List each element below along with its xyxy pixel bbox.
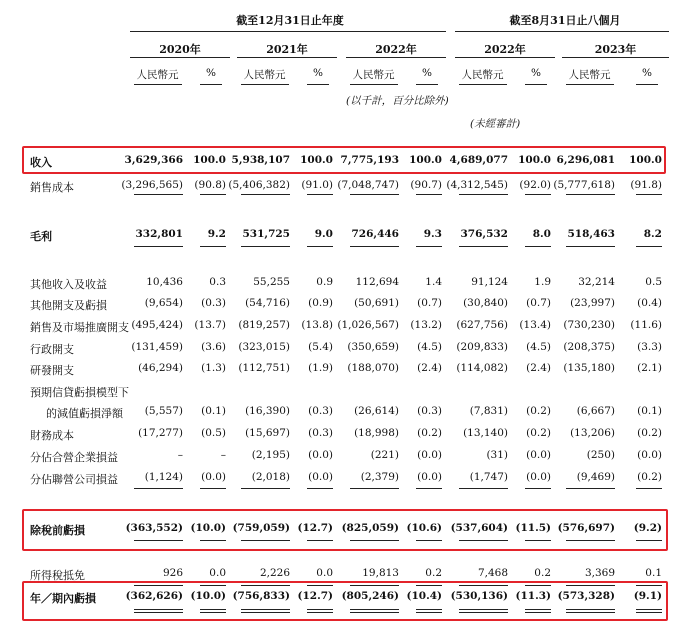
amount-cell: (30,840) — [463, 297, 508, 309]
table-row — [0, 427, 700, 445]
percent-cell: 1.9 — [534, 276, 551, 288]
table-row — [0, 522, 700, 540]
amount-cell: (1,026,567) — [337, 319, 399, 331]
amount-cell: 531,725 — [242, 228, 290, 240]
amount-cell: (3,296,565) — [121, 179, 183, 191]
amount-cell: (825,059) — [341, 522, 399, 534]
amount-cell: 7,775,193 — [340, 154, 399, 166]
sum-rule — [416, 540, 442, 541]
row-label: 預期信貸虧損模型下 — [30, 386, 129, 399]
sum-rule — [525, 246, 551, 247]
sum-rule — [525, 540, 551, 541]
amount-cell: 19,813 — [362, 567, 399, 579]
sum-rule — [525, 585, 551, 586]
table-row — [0, 471, 700, 489]
percent-cell: (0.1) — [201, 405, 226, 417]
percent-cell: (10.0) — [190, 522, 226, 534]
percent-cell: (0.0) — [417, 471, 442, 483]
amount-cell: 376,532 — [460, 228, 508, 240]
sum-rule — [636, 488, 662, 489]
amount-cell: (759,059) — [232, 522, 290, 534]
double-rule — [350, 609, 399, 610]
percent-cell: 100.0 — [193, 154, 226, 166]
table-row — [0, 154, 700, 172]
table-row — [0, 297, 700, 315]
percent-cell: (10.6) — [406, 522, 442, 534]
currency-header: 人民幣元 — [243, 69, 286, 81]
sub-rule — [525, 84, 547, 85]
sum-rule — [241, 540, 290, 541]
amount-cell: (495,424) — [131, 319, 183, 331]
percent-cell: (0.2) — [526, 405, 551, 417]
row-label: 其他開支及虧損 — [30, 299, 107, 312]
amount-cell: (131,459) — [131, 341, 183, 353]
percent-cell: (1.3) — [201, 362, 226, 374]
amount-cell: (250) — [586, 449, 615, 461]
amount-cell: 726,446 — [351, 228, 399, 240]
amount-cell: (13,140) — [463, 427, 508, 439]
amount-cell: 32,214 — [578, 276, 615, 288]
sum-rule — [525, 194, 551, 195]
percent-cell: (11.3) — [515, 590, 551, 602]
sum-rule — [241, 194, 290, 195]
sum-rule — [134, 540, 183, 541]
sub-rule — [636, 84, 658, 85]
row-label: 收入 — [30, 156, 52, 169]
percent-cell: 100.0 — [409, 154, 442, 166]
percent-header: % — [531, 67, 541, 79]
sum-rule — [134, 246, 183, 247]
row-label: 銷售成本 — [30, 181, 74, 194]
amount-cell: (627,756) — [456, 319, 508, 331]
amount-cell: (208,375) — [563, 341, 615, 353]
percent-cell: (13.8) — [301, 319, 333, 331]
amount-cell: (9,469) — [576, 471, 615, 483]
amount-cell: (819,257) — [238, 319, 290, 331]
amount-cell: (13,206) — [570, 427, 615, 439]
sum-rule — [566, 585, 615, 586]
currency-header: 人民幣元 — [568, 69, 611, 81]
percent-cell: (0.2) — [637, 471, 662, 483]
percent-cell: (0.1) — [637, 405, 662, 417]
percent-cell: 100.0 — [518, 154, 551, 166]
percent-cell: (0.3) — [417, 405, 442, 417]
amount-cell: (576,697) — [557, 522, 615, 534]
percent-cell: (12.7) — [297, 522, 333, 534]
table-row — [0, 276, 700, 294]
amount-cell: (805,246) — [341, 590, 399, 602]
sum-rule — [307, 194, 333, 195]
percent-cell: (90.7) — [410, 179, 442, 191]
sum-rule — [459, 194, 508, 195]
sum-rule — [459, 540, 508, 541]
amount-cell: (46,294) — [138, 362, 183, 374]
sub-rule — [566, 84, 614, 85]
percent-cell: 8.0 — [532, 228, 551, 240]
sum-rule — [134, 488, 183, 489]
amount-cell: 6,296,081 — [556, 154, 615, 166]
row-label: 財務成本 — [30, 429, 74, 442]
table-row — [0, 228, 700, 246]
sum-rule — [566, 246, 615, 247]
double-rule — [636, 609, 662, 610]
sub-rule — [307, 84, 329, 85]
amount-cell: (756,833) — [232, 590, 290, 602]
amount-cell: (537,604) — [450, 522, 508, 534]
amount-cell: (7,831) — [469, 405, 508, 417]
percent-cell: 0.2 — [425, 567, 442, 579]
percent-cell: (10.4) — [406, 590, 442, 602]
row-label: 其他收入及收益 — [30, 278, 107, 291]
amount-cell: (1,124) — [144, 471, 183, 483]
year-header-2021: 2021年 — [266, 43, 308, 56]
sub-rule — [459, 84, 507, 85]
percent-cell: (0.0) — [308, 449, 333, 461]
percent-cell: (0.0) — [526, 471, 551, 483]
percent-cell: (4.5) — [417, 341, 442, 353]
percent-cell: (0.7) — [417, 297, 442, 309]
amount-cell: (573,328) — [557, 590, 615, 602]
sum-rule — [566, 488, 615, 489]
currency-header: 人民幣元 — [461, 69, 504, 81]
percent-cell: (2.4) — [417, 362, 442, 374]
sum-rule — [459, 246, 508, 247]
amount-cell: 4,689,077 — [449, 154, 508, 166]
percent-header: % — [422, 67, 432, 79]
year-rule — [130, 57, 230, 58]
amount-cell: (15,697) — [245, 427, 290, 439]
sum-rule — [416, 585, 442, 586]
amount-cell: (54,716) — [245, 297, 290, 309]
percent-cell: 100.0 — [629, 154, 662, 166]
amount-cell: (350,659) — [347, 341, 399, 353]
amount-cell: (2,018) — [251, 471, 290, 483]
percent-cell: 0.3 — [209, 276, 226, 288]
sum-rule — [636, 194, 662, 195]
percent-cell: (3.6) — [201, 341, 226, 353]
percent-cell: 9.2 — [207, 228, 226, 240]
table-row — [0, 449, 700, 467]
row-label: 分佔聯營公司損益 — [30, 473, 118, 486]
percent-cell: (90.8) — [194, 179, 226, 191]
amount-cell: (17,277) — [138, 427, 183, 439]
percent-cell: (2.1) — [637, 362, 662, 374]
sum-rule — [307, 488, 333, 489]
row-label: 行政開支 — [30, 343, 74, 356]
amount-cell: (188,070) — [347, 362, 399, 374]
amount-cell: 2,226 — [259, 567, 290, 579]
percent-cell: 0.5 — [645, 276, 662, 288]
amount-cell: (5,557) — [144, 405, 183, 417]
currency-header: 人民幣元 — [136, 69, 179, 81]
sum-rule — [459, 585, 508, 586]
sum-rule — [200, 246, 226, 247]
row-label: 分佔合營企業損益 — [30, 451, 118, 464]
percent-cell: (0.0) — [526, 449, 551, 461]
amount-cell: (112,751) — [238, 362, 290, 374]
double-rule — [241, 612, 290, 613]
percent-cell: 8.2 — [643, 228, 662, 240]
percent-cell: 0.0 — [316, 567, 333, 579]
amount-cell: (363,552) — [125, 522, 183, 534]
row-label: 毛利 — [30, 230, 52, 243]
percent-cell: 0.1 — [645, 567, 662, 579]
group-rule-8m — [455, 31, 669, 32]
sum-rule — [200, 540, 226, 541]
percent-cell: (91.0) — [301, 179, 333, 191]
amount-cell: 332,801 — [135, 228, 183, 240]
double-rule — [416, 612, 442, 613]
percent-cell: (91.8) — [630, 179, 662, 191]
double-rule — [525, 609, 551, 610]
sum-rule — [566, 540, 615, 541]
sum-rule — [350, 585, 399, 586]
sub-rule — [134, 84, 182, 85]
percent-cell: (13.4) — [519, 319, 551, 331]
percent-cell: (9.1) — [633, 590, 662, 602]
percent-cell: (0.2) — [417, 427, 442, 439]
amount-cell: (4,312,545) — [446, 179, 508, 191]
table-row — [0, 567, 700, 585]
double-rule — [307, 609, 333, 610]
percent-cell: 1.4 — [425, 276, 442, 288]
amount-cell: (323,015) — [238, 341, 290, 353]
sum-rule — [416, 488, 442, 489]
sum-rule — [200, 194, 226, 195]
double-rule — [459, 612, 508, 613]
percent-cell: 9.0 — [314, 228, 333, 240]
percent-cell: (12.7) — [297, 590, 333, 602]
sum-rule — [307, 585, 333, 586]
table-row — [0, 319, 700, 337]
amount-cell: 112,694 — [355, 276, 399, 288]
year-header-2023-8m: 2023年 — [594, 43, 637, 56]
row-label: 的減值虧損淨額 — [46, 407, 123, 420]
amount-cell: (730,230) — [563, 319, 615, 331]
percent-cell: 9.3 — [423, 228, 442, 240]
sum-rule — [350, 246, 399, 247]
percent-cell: (13.2) — [410, 319, 442, 331]
double-rule — [566, 612, 615, 613]
note-unaudited: (未經審計) — [470, 118, 521, 130]
double-rule — [416, 609, 442, 610]
amount-cell: – — [177, 449, 183, 461]
sum-rule — [416, 194, 442, 195]
amount-cell: (18,998) — [354, 427, 399, 439]
sub-rule — [200, 84, 222, 85]
sum-rule — [241, 488, 290, 489]
amount-cell: (50,691) — [354, 297, 399, 309]
year-rule — [237, 57, 337, 58]
note-thousands: (以千計，百分比除外) — [346, 95, 449, 107]
double-rule — [566, 609, 615, 610]
percent-cell: (0.0) — [308, 471, 333, 483]
year-rule — [455, 57, 555, 58]
sum-rule — [241, 246, 290, 247]
amount-cell: (16,390) — [245, 405, 290, 417]
amount-cell: 518,463 — [567, 228, 615, 240]
table-row — [0, 362, 700, 380]
year-rule — [346, 57, 446, 58]
percent-cell: (5.4) — [308, 341, 333, 353]
percent-cell: (0.7) — [526, 297, 551, 309]
sum-rule — [241, 585, 290, 586]
amount-cell: (209,833) — [456, 341, 508, 353]
amount-cell: 10,436 — [146, 276, 183, 288]
amount-cell: 91,124 — [471, 276, 508, 288]
double-rule — [350, 612, 399, 613]
amount-cell: (135,180) — [563, 362, 615, 374]
currency-header: 人民幣元 — [352, 69, 395, 81]
percent-cell: (4.5) — [526, 341, 551, 353]
double-rule — [241, 609, 290, 610]
sub-rule — [350, 84, 398, 85]
sum-rule — [636, 540, 662, 541]
double-rule — [200, 609, 226, 610]
year-header-2022: 2022年 — [375, 43, 417, 56]
row-label: 所得稅抵免 — [30, 569, 85, 582]
percent-cell: (0.2) — [526, 427, 551, 439]
amount-cell: (2,195) — [251, 449, 290, 461]
amount-cell: (6,667) — [576, 405, 615, 417]
amount-cell: (5,777,618) — [553, 179, 615, 191]
sum-rule — [307, 540, 333, 541]
percent-cell: (0.3) — [308, 405, 333, 417]
sum-rule — [350, 540, 399, 541]
percent-cell: (0.0) — [417, 449, 442, 461]
percent-cell: (92.0) — [519, 179, 551, 191]
percent-cell: 0.0 — [209, 567, 226, 579]
sum-rule — [525, 488, 551, 489]
sub-rule — [416, 84, 438, 85]
double-rule — [134, 609, 183, 610]
amount-cell: (221) — [370, 449, 399, 461]
sum-rule — [200, 488, 226, 489]
percent-cell: (1.9) — [308, 362, 333, 374]
percent-cell: (0.0) — [201, 471, 226, 483]
percent-cell: (11.6) — [630, 319, 662, 331]
sum-rule — [200, 585, 226, 586]
year-header-2022-8m: 2022年 — [484, 43, 526, 56]
sum-rule — [566, 194, 615, 195]
percent-header: % — [642, 67, 652, 79]
row-label: 年／期內虧損 — [30, 592, 96, 605]
group-header-fiscal-year: 截至12月31日止年度 — [236, 14, 344, 27]
amount-cell: 926 — [162, 567, 183, 579]
amount-cell: (7,048,747) — [337, 179, 399, 191]
row-label: 研發開支 — [30, 364, 74, 377]
double-rule — [200, 612, 226, 613]
percent-cell: 100.0 — [300, 154, 333, 166]
percent-cell: (2.4) — [526, 362, 551, 374]
percent-cell: (0.0) — [637, 449, 662, 461]
percent-cell: (0.4) — [637, 297, 662, 309]
percent-header: % — [206, 67, 216, 79]
percent-cell: (0.9) — [308, 297, 333, 309]
sum-rule — [636, 246, 662, 247]
amount-cell: (9,654) — [144, 297, 183, 309]
sum-rule — [636, 585, 662, 586]
year-header-2020: 2020年 — [159, 43, 201, 56]
percent-cell: (0.5) — [201, 427, 226, 439]
double-rule — [307, 612, 333, 613]
percent-cell: (13.7) — [194, 319, 226, 331]
table-row — [0, 341, 700, 359]
double-rule — [525, 612, 551, 613]
percent-cell: (11.5) — [515, 522, 551, 534]
percent-cell: 0.9 — [316, 276, 333, 288]
amount-cell: (114,082) — [456, 362, 508, 374]
amount-cell: 55,255 — [253, 276, 290, 288]
table-row — [0, 590, 700, 608]
year-rule — [562, 57, 669, 58]
amount-cell: (2,379) — [360, 471, 399, 483]
percent-cell: (0.3) — [308, 427, 333, 439]
amount-cell: (530,136) — [450, 590, 508, 602]
amount-cell: 5,938,107 — [231, 154, 290, 166]
double-rule — [636, 612, 662, 613]
amount-cell: (26,614) — [354, 405, 399, 417]
group-rule-fy — [130, 31, 446, 32]
sum-rule — [459, 488, 508, 489]
amount-cell: (362,626) — [125, 590, 183, 602]
double-rule — [134, 612, 183, 613]
amount-cell: (1,747) — [469, 471, 508, 483]
amount-cell: (5,406,382) — [228, 179, 290, 191]
group-header-eight-months: 截至8月31日止八個月 — [509, 14, 621, 27]
sum-rule — [350, 194, 399, 195]
amount-cell: 3,629,366 — [124, 154, 183, 166]
percent-cell: – — [220, 449, 226, 461]
percent-cell: 0.2 — [534, 567, 551, 579]
percent-cell: (0.2) — [637, 427, 662, 439]
amount-cell: 3,369 — [584, 567, 615, 579]
sum-rule — [134, 585, 183, 586]
sum-rule — [416, 246, 442, 247]
amount-cell: 7,468 — [477, 567, 508, 579]
percent-cell: (10.0) — [190, 590, 226, 602]
double-rule — [459, 609, 508, 610]
percent-cell: (9.2) — [633, 522, 662, 534]
amount-cell: (23,997) — [570, 297, 615, 309]
row-label: 銷售及市場推廣開支 — [30, 321, 129, 334]
sub-rule — [241, 84, 289, 85]
amount-cell: (31) — [486, 449, 508, 461]
sum-rule — [350, 488, 399, 489]
table-row — [0, 405, 700, 423]
sum-rule — [307, 246, 333, 247]
sum-rule — [134, 194, 183, 195]
percent-cell: (0.3) — [201, 297, 226, 309]
percent-cell: (3.3) — [637, 341, 662, 353]
table-row — [0, 384, 700, 402]
percent-header: % — [313, 67, 323, 79]
row-label: 除稅前虧損 — [30, 524, 85, 537]
